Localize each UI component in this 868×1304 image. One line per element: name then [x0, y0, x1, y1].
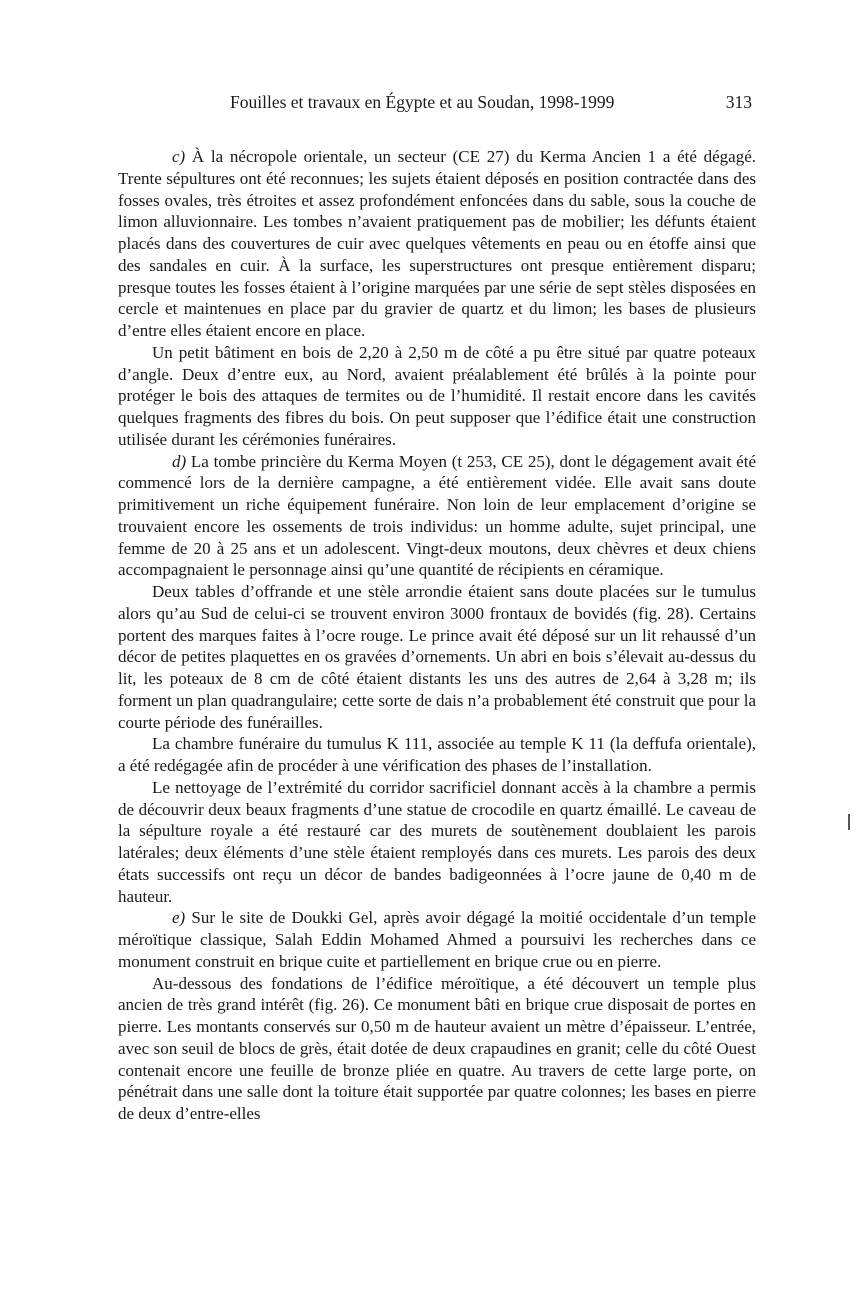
page-number: 313	[725, 92, 752, 112]
paragraph-d	[118, 451, 756, 582]
paragraph	[118, 733, 756, 777]
section-marker-e: e)	[172, 908, 186, 928]
paragraph-text: Un petit bâtiment en bois de 2,20 à 2,50 m de côté a pu être situé par quatre poteaux d’angle. Deux d’entre eux, au Nord, avaient préalablement été brûlés à la pointe pour protéger le bois des attaques de termites ou de l’humidité. Il restait encore dans les cavités quelques fragments des fibres du bois. On peut supposer que l’édifice était une construction utilisée durant les cérémonies funéraires.	[118, 342, 756, 449]
running-header	[118, 92, 756, 118]
paragraph-text: À la nécropole orientale, un secteur (CE 27) du Kerma Ancien 1 a été dégagé. Trente sépultures ont été reconnues; les sujets étaient déposés en position contractée dans des fosses ovales, très étroites et assez profondément enfoncées dans du sable, sous la couche de limon alluvionnaire. Les tombes n’avaient pratiquement pas de mobilier; les défunts étaient placés dans des couvertures de cuir avec quelques vêtements en peau ou en étoffe ainsi que des sandales en cuir. À la surface, les superstructures ont presque entièrement disparu; presque toutes les fosses étaient à l’origine marquées par une série de sept stèles disposées en cercle et maintenues en place par du gravier de quartz et du limon; les bases de plusieurs d’entre elles étaient encore en place.	[118, 147, 756, 340]
paragraph	[118, 581, 756, 733]
paragraph	[118, 342, 756, 451]
paragraph-text: Le nettoyage de l’extrémité du corridor sacrificiel donnant accès à la chambre a permis de découvrir deux beaux fragments d’une statue de crocodile en quartz émaillé. Le caveau de la sépulture royale a été restauré car des murets de soutènement doublaient les parois latérales; deux éléments d’une stèle étaient remployés dans ces murets. Les parois des deux états successifs ont reçu un décor de bandes badigeonnées à l’ocre jaune de 0,40 m de hauteur.	[118, 777, 756, 906]
paragraph-text: La tombe princière du Kerma Moyen (t 253, CE 25), dont le dégagement avait été commencé lors de la dernière campagne, a été entièrement vidée. Elle avait sans doute primitivement un riche équipement funéraire. Non loin de leur emplacement d’origine se trouvaient encore les ossements de trois individus: un homme adulte, sujet principal, une femme de 20 à 25 ans et un adolescent. Vingt-deux moutons, deux chèvres et deux chiens accompagnaient le personnage ainsi qu’une quantité de récipients en céramique.	[118, 451, 756, 580]
paragraph-text: Deux tables d’offrande et une stèle arrondie étaient sans doute placées sur le tumulus alors qu’au Sud de celui-ci se trouvent environ 3000 frontaux de bovidés (fig. 28). Certains portent des marques faites à l’ocre rouge. Le prince avait été déposé sur un lit rehaussé d’un décor de petites plaquettes en os gravées d’ornements. Un abri en bois s’élevait au-dessus du lit, les poteaux de 8 cm de côté étaient distants les uns des autres de 2,64 à 3,28 m; ils forment un plan quadrangulaire; cette sorte de dais n’a probablement été construit que pour la courte période des funérailles.	[118, 582, 756, 732]
paragraph	[118, 777, 756, 908]
paragraph-c	[118, 146, 756, 342]
paragraph-text: Sur le site de Doukki Gel, après avoir dégagé la moitié occidentale d’un temple méroïtique classique, Salah Eddin Mohamed Ahmed a poursuivi les recherches dans ce monument construit en brique cuite et partiellement en brique crue ou en pierre.	[118, 908, 756, 971]
paragraph-text: Au-dessous des fondations de l’édifice méroïtique, a été découvert un temple plus ancien de très grand intérêt (fig. 26). Ce monument bâti en brique crue disposait de portes en pierre. Les montants conservés sur 0,50 m de hauteur avaient un mètre d’épaisseur. L’entrée, avec son seuil de blocs de grès, était dotée de deux crapaudines en granit; celle du côté Ouest contenait encore une feuille de bronze pliée en quatre. Au travers de cette large porte, on pénétrait dans une salle dont la toiture était supportée par quatre colonnes; les bases en pierre de deux d’entre-elles	[118, 973, 756, 1123]
paragraph	[118, 973, 756, 1125]
margin-mark	[848, 814, 850, 830]
section-marker-d: d)	[172, 451, 187, 471]
paragraph-e	[118, 907, 756, 972]
section-marker-c: c)	[172, 147, 186, 166]
running-title: Fouilles et travaux en Égypte et au Soudan, 1998-1999	[230, 92, 615, 112]
paragraph-text: La chambre funéraire du tumulus K 111, associée au temple K 11 (la deffufa orientale), a été redégagée afin de procéder à une vérification des phases de l’installation.	[118, 734, 756, 775]
body-text	[118, 146, 756, 1125]
